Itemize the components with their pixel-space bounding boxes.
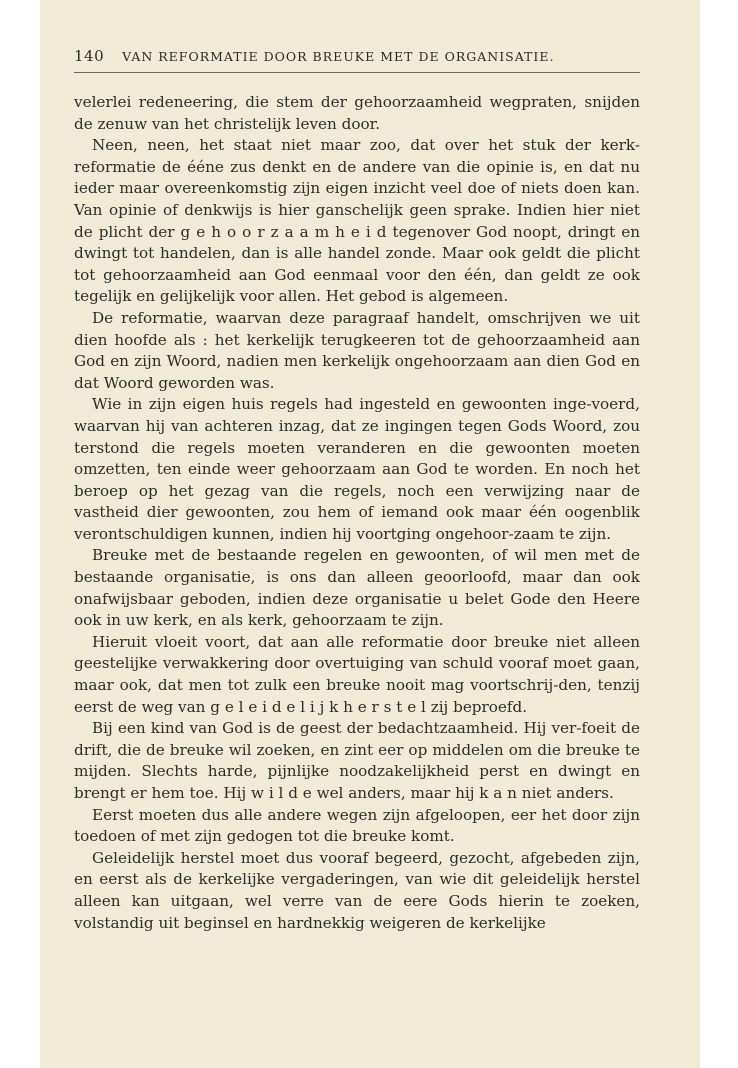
body-text <box>74 92 640 934</box>
page-margin <box>700 0 738 1068</box>
running-title: VAN REFORMATIE DOOR BREUKE MET DE ORGANISATIE. <box>122 49 555 64</box>
running-header <box>74 45 634 67</box>
paragraph: Wie in zijn eigen huis regels had ingesteld en gewoonten inge-voerd, waarvan hij van achteren inzag, dat ze ingingen tegen Gods Woord, zou terstond die regels moeten veranderen en die gewoonten moeten omzetten, ten einde weer gehoorzaam aan God te worden. En noch het beroep op het gezag van die regels, noch een verwijzing naar de vastheid dier gewoonten, zou hem of iemand ook maar één oogenblik verontschuldigen kunnen, indien hij voortging ongehoor-zaam te zijn. <box>74 395 640 543</box>
paragraph: Geleidelijk herstel moet dus vooraf begeerd, gezocht, afgebeden zijn, en eerst als de kerkelijke vergaderingen, van wie dit geleidelijk herstel alleen kan uitgaan, wel verre van de eere Gods hierin te zoeken, volstandig uit beginsel en hardnekkig weigeren de kerkelijke <box>74 848 640 932</box>
paragraph: velerlei redeneering, die stem der gehoorzaamheid wegpraten, snijden de zenuw van het christelijk leven door. <box>74 93 640 133</box>
header-rule <box>74 72 640 73</box>
paragraph: Neen, neen, het staat niet maar zoo, dat over het stuk der kerk-reformatie de ééne zus denkt en de andere van die opinie is, en dat nu ieder maar overeenkomstig zijn eigen inzicht veel doe of niets doen kan. Van opinie of denkwijs is hier ganschelijk geen sprake. Indien hier niet de plicht der g e h o o r z a a m h e i d tegenover God noopt, dringt en dwingt tot handelen, dan is alle handel zonde. Maar ook geldt die plicht tot gehoorzaamheid aan God eenmaal voor den één, dan geldt ze ook tegelijk en gelijkelijk voor allen. Het gebod is algemeen. <box>74 136 640 306</box>
page-number: 140 <box>74 47 105 65</box>
paragraph: Breuke met de bestaande regelen en gewoonten, of wil men met de bestaande organisatie, is ons dan alleen geoorloofd, maar dan ook onafwijsbaar geboden, indien deze organisatie u belet Gode den Heere ook in uw kerk, en als kerk, gehoorzaam te zijn. <box>74 546 640 630</box>
paragraph: Eerst moeten dus alle andere wegen zijn afgeloopen, eer het door zijn toedoen of met zijn gedogen tot die breuke komt. <box>74 805 640 846</box>
book-page <box>40 0 700 1068</box>
paragraph: De reformatie, waarvan deze paragraaf handelt, omschrijven we uit dien hoofde als : het kerkelijk terugkeeren tot de gehoorzaamheid aan God en zijn Woord, nadien men kerkelijk ongehoorzaam aan dien God en dat Woord geworden was. <box>74 308 640 392</box>
paragraph: Hieruit vloeit voort, dat aan alle reformatie door breuke niet alleen geestelijke verwakkering door overtuiging van schuld vooraf moet gaan, maar ook, dat men tot zulk een breuke nooit mag voortschrij-den, tenzij eerst de weg van g e l e i d e l i j k h e r s t e l zij beproefd. <box>74 632 640 716</box>
paragraph: Bij een kind van God is de geest der bedachtzaamheid. Hij ver-foeit de drift, die de breuke wil zoeken, en zint eer op middelen om die breuke te mijden. Slechts harde, pijnlijke noodzakelijkheid perst en dwingt en brengt er hem toe. Hij w i l d e wel anders, maar hij k a n niet anders. <box>74 719 640 802</box>
